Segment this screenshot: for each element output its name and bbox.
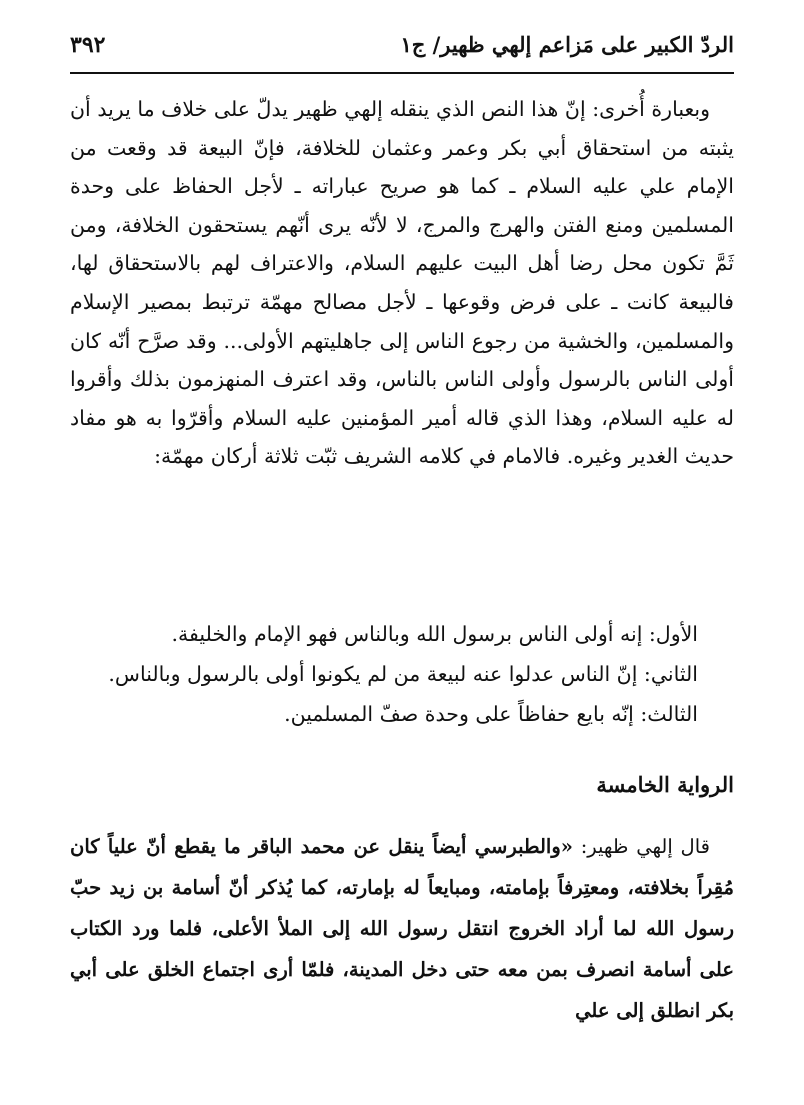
page-number: ٣٩٢ (70, 32, 106, 58)
point-first: الأول: إنه أولى الناس برسول الله وبالناس فهو الإمام والخليفة. (171, 622, 698, 646)
running-header (70, 28, 734, 74)
header-title: الردّ الكبير على مَزاعم إلهي ظهير/ ج١ (400, 32, 734, 57)
section-heading: الرواية الخامسة (596, 772, 734, 797)
main-text (70, 90, 734, 476)
points-list (70, 614, 734, 734)
quote-block (70, 826, 734, 1031)
quote-intro: قال إلهي ظهير: (572, 835, 710, 858)
quote-text: «والطبرسي أيضاً ينقل عن محمد الباقر ما يقطع أنّ علياً كان مُقِراً بخلافته، ومعتِرفاً بإمامته، ومبايعاً له بإمارته، كما يُذكر أنّ أسامة بن زيد حبّ رسول الله لما أراد الخروج انتقل رسول الله إلى الملأ الأعلى، فلما ورد الكتاب على أسامة انصرف بمن معه حتى دخل المدينة، فلمّا أرى اجتماع الخلق على أبي بكر انطلق إلى علي (70, 835, 734, 1022)
point-third: الثالث: إنّه بايع حفاظاً على وحدة صفّ المسلمين. (284, 702, 698, 726)
quote-paragraph (70, 826, 734, 1031)
point-second: الثاني: إنّ الناس عدلوا عنه لبيعة من لم يكونوا أولى بالرسول وبالناس. (108, 662, 698, 686)
paragraph: وبعبارة أُخرى: إنّ هذا النص الذي ينقله إلهي ظهير يدلّ على خلاف ما يريد أن يثبته من استحقاق أبي بكر وعمر وعثمان للخلافة، فإنّ البيعة قد وقعت من الإمام علي عليه السلام ـ كما هو صريح عباراته ـ لأجل الحفاظ على وحدة المسلمين ومنع الفتن والهرج والمرج، لا لأنّه يرى أنّهم يستحقون الخلافة، ومن ثَمَّ تكون محل رضا أهل البيت عليهم السلام، والاعتراف لهم بالاستحقاق لها، فالبيعة كانت ـ على فرض وقوعها ـ لأجل مصالح مهمّة ترتبط بمصير الإسلام والمسلمين، والخشية من رجوع الناس إلى جاهليتهم الأولى... وقد صرَّح أنّه كان أولى الناس بالرسول وأولى الناس بالناس، وقد اعترف المنهزمون بذلك وأقروا له عليه السلام، وهذا الذي قاله أمير المؤمنين عليه السلام وأقرّوا به هو مفاد حديث الغدير وغيره. فالامام في كلامه الشريف ثبّت ثلاثة أركان مهمّة: (70, 97, 734, 469)
